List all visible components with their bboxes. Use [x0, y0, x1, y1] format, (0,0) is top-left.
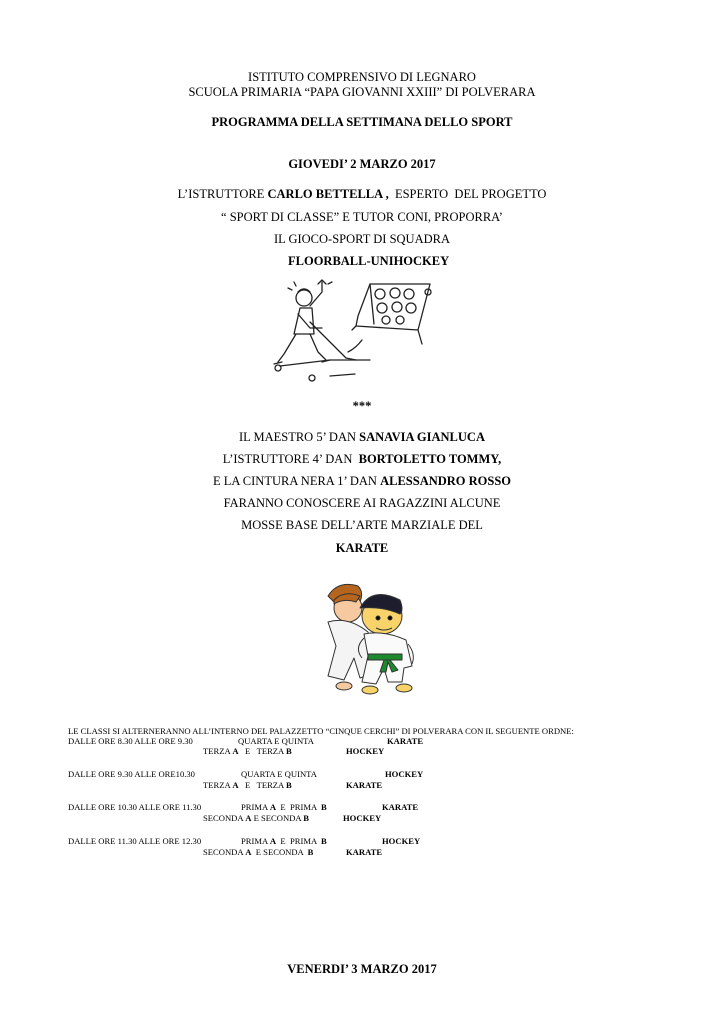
- class-text: QUARTA E QUINTA: [238, 736, 314, 746]
- class-text: TERZA: [203, 746, 233, 756]
- karate-sport-name: KARATE: [335, 541, 389, 555]
- slot-time: DALLE ORE 10.30 ALLE ORE 11.30: [68, 802, 202, 812]
- slot-classes: [241, 802, 327, 812]
- floorball-line-2: “ SPORT DI CLASSE” E TUTOR CONI, PROPORRA’: [221, 210, 503, 224]
- class-text: E PRIMA: [276, 836, 322, 846]
- slot-activity: HOCKEY: [382, 836, 421, 846]
- slot-time: DALLE ORE 11.30 ALLE ORE 12.30: [68, 836, 202, 846]
- karate-line-3: [0, 474, 724, 489]
- floorball-line-3: IL GIOCO-SPORT DI SQUADRA: [274, 232, 450, 246]
- slot-time: DALLE ORE 9.30 ALLE ORE10.30: [68, 769, 195, 779]
- slot-classes: [203, 813, 309, 823]
- floorball-sport-name: FLOORBALL-UNIHOCKEY: [288, 254, 450, 268]
- slot-activity: KARATE: [387, 736, 424, 746]
- karate-kids-illustration: [320, 578, 420, 696]
- slot-classes: [241, 836, 327, 846]
- floorball-line-1c: ESPERTO DEL PROGETTO: [388, 187, 547, 201]
- instructor-4dan-name: BORTOLETTO TOMMY,: [358, 452, 502, 466]
- day1-date: GIOVEDI’ 2 MARZO 2017: [288, 157, 436, 171]
- section-separator: ***: [352, 399, 372, 413]
- slot-classes: [203, 780, 292, 790]
- slot-activity: KARATE: [346, 780, 383, 790]
- slot-classes: [203, 847, 313, 857]
- slot-activity: HOCKEY: [385, 769, 424, 779]
- document-title: PROGRAMMA DELLA SETTIMANA DELLO SPORT: [211, 115, 513, 129]
- section-letter: A: [232, 746, 239, 756]
- class-text: PRIMA: [241, 802, 270, 812]
- school-subtitle: SCUOLA PRIMARIA “PAPA GIOVANNI XXIII” DI POLVERARA: [188, 85, 536, 99]
- section-letter: B: [285, 746, 292, 756]
- class-text: SECONDA: [203, 813, 246, 823]
- class-text: E SECONDA: [251, 847, 308, 857]
- slot-activity: HOCKEY: [343, 813, 382, 823]
- karate-line-2a: L’ISTRUTTORE 4’ DAN: [222, 452, 359, 466]
- master-name: SANAVIA GIANLUCA: [359, 430, 485, 444]
- slot-classes: [238, 736, 314, 746]
- section-letter: A: [232, 780, 239, 790]
- school-name: ISTITUTO COMPRENSIVO DI LEGNARO: [248, 70, 476, 84]
- class-text: E TERZA: [238, 780, 286, 790]
- karate-line-5: MOSSE BASE DELL’ARTE MARZIALE DEL: [241, 518, 483, 532]
- day2-date: VENERDI’ 3 MARZO 2017: [287, 962, 437, 976]
- section-letter: A: [269, 836, 277, 846]
- slot-activity: KARATE: [382, 802, 419, 812]
- class-text: SECONDA: [203, 847, 246, 857]
- section-letter: A: [269, 802, 277, 812]
- black-belt-name: ALESSANDRO ROSSO: [380, 474, 512, 488]
- karate-line-1: [0, 430, 724, 445]
- section-letter: A: [245, 847, 252, 857]
- karate-line-3a: E LA CINTURA NERA 1’ DAN: [212, 474, 381, 488]
- slot-classes: [241, 769, 317, 779]
- class-text: E PRIMA: [276, 802, 322, 812]
- floorball-line-1: [0, 187, 724, 202]
- floorball-line-1a: L’ISTRUTTORE: [177, 187, 268, 201]
- slot-activity: HOCKEY: [346, 746, 385, 756]
- karate-line-2: [0, 452, 724, 467]
- section-letter: B: [321, 802, 327, 812]
- slot-time: DALLE ORE 8.30 ALLE ORE 9.30: [68, 736, 193, 746]
- section-letter: B: [285, 780, 292, 790]
- section-letter: A: [245, 813, 252, 823]
- class-text: E TERZA: [238, 746, 286, 756]
- slot-activity: KARATE: [346, 847, 383, 857]
- floorball-player-illustration: [270, 278, 440, 388]
- section-letter: B: [303, 813, 310, 823]
- section-letter: B: [307, 847, 314, 857]
- karate-line-1a: IL MAESTRO 5’ DAN: [239, 430, 360, 444]
- class-text: TERZA: [203, 780, 233, 790]
- class-text: E SECONDA: [251, 813, 304, 823]
- class-text: PRIMA: [241, 836, 270, 846]
- instructor-name: CARLO BETTELLA ,: [267, 187, 389, 201]
- schedule-intro: LE CLASSI SI ALTERNERANNO ALL’INTERNO DEL PALAZZETTO “CINQUE CERCHI” DI POLVERARA CON IL SEGUENTE ORDNE:: [68, 726, 574, 736]
- slot-classes: [203, 746, 292, 756]
- class-text: QUARTA E QUINTA: [241, 769, 317, 779]
- karate-line-4: FARANNO CONOSCERE AI RAGAZZINI ALCUNE: [223, 496, 501, 510]
- section-letter: B: [321, 836, 327, 846]
